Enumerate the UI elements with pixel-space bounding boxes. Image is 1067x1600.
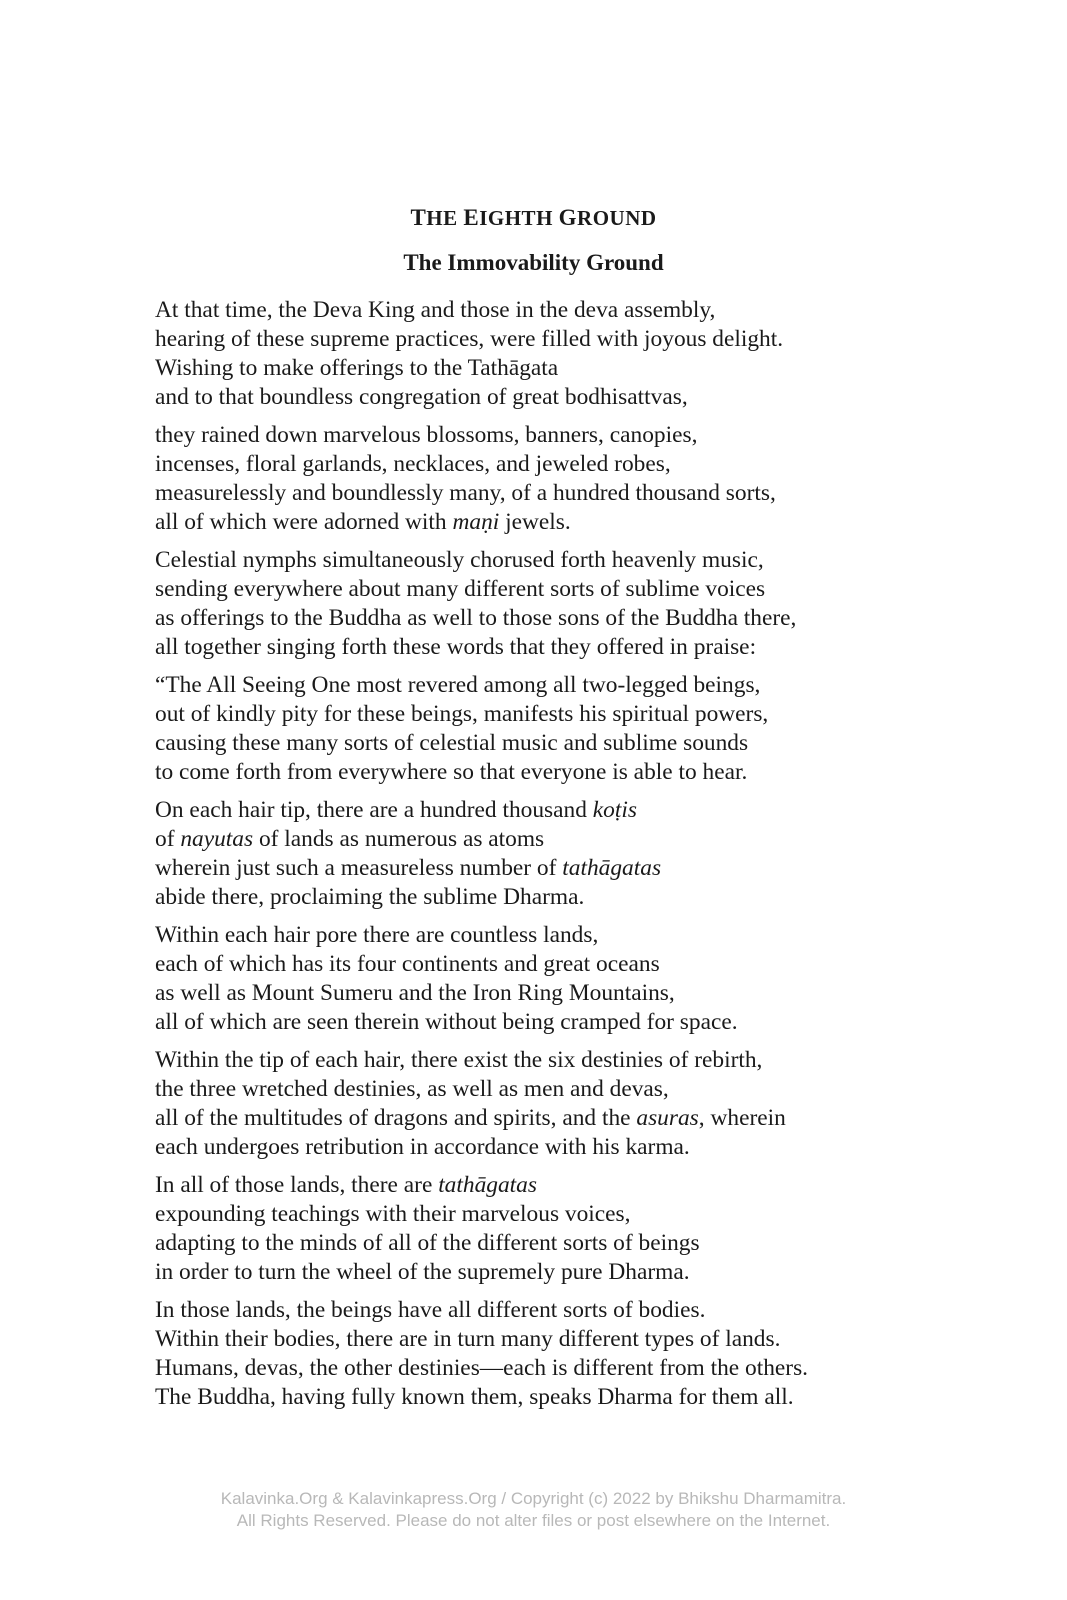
- verse-line: [155, 700, 945, 729]
- verse-stanza: [155, 546, 945, 662]
- verse-text: , wherein: [698, 1105, 786, 1131]
- verse-text: jewels.: [499, 509, 571, 535]
- verse-text: in order to turn the wheel of the supremely pure Dharma.: [155, 1259, 690, 1285]
- verse-text: causing these many sorts of celestial music and sublime sounds: [155, 730, 749, 756]
- verse-stanza: [155, 671, 945, 787]
- verse-text: adapting to the minds of all of the different sorts of beings: [155, 1230, 700, 1256]
- verse-line: [155, 1229, 945, 1258]
- verse-line: [155, 354, 945, 383]
- verse-line: [155, 758, 945, 787]
- verse-stanza: [155, 1296, 945, 1412]
- verse-text: all of which are seen therein without being cramped for space.: [155, 1009, 738, 1035]
- verse-text: each of which has its four continents and great oceans: [155, 951, 660, 977]
- verse-text: expounding teachings with their marvelous voices,: [155, 1201, 631, 1227]
- verse-text: On each hair tip, there are a hundred thousand: [155, 797, 593, 823]
- verse-text: hearing of these supreme practices, were filled with joyous delight.: [155, 326, 784, 352]
- verse-text: At that time, the Deva King and those in the deva assembly,: [155, 297, 716, 323]
- copyright-footer: [0, 1488, 1067, 1532]
- verse-stanza: [155, 421, 945, 537]
- verse-line: [155, 479, 945, 508]
- verse-line: [155, 1171, 945, 1200]
- footer-line-1: Kalavinka.Org & Kalavinkapress.Org / Copyright (c) 2022 by Bhikshu Dharmamitra.: [220, 1489, 847, 1508]
- verse-stanza: [155, 1171, 945, 1287]
- italic-term: nayutas: [180, 826, 254, 852]
- verse-text: Within their bodies, there are in turn many different types of lands.: [155, 1326, 781, 1352]
- verse-line: [155, 1133, 945, 1162]
- italic-term: tathāgatas: [438, 1172, 537, 1198]
- verse-text: they rained down marvelous blossoms, banners, canopies,: [155, 422, 698, 448]
- verse-text: incenses, floral garlands, necklaces, and jeweled robes,: [155, 451, 671, 477]
- verse-text: sending everywhere about many different sorts of sublime voices: [155, 576, 766, 602]
- italic-term: koṭis: [592, 797, 637, 823]
- verse-text: to come forth from everywhere so that everyone is able to hear.: [155, 759, 748, 785]
- verse-line: [155, 1075, 945, 1104]
- verse-text: as offerings to the Buddha as well to those sons of the Buddha there,: [155, 605, 797, 631]
- verse-text: all of which were adorned with: [155, 509, 453, 535]
- verse-text: each undergoes retribution in accordance with his karma.: [155, 1134, 690, 1160]
- verse-line: [155, 796, 945, 825]
- verse-text: of lands as numerous as atoms: [253, 826, 545, 852]
- chapter-title: THE EIGHTH GROUND: [410, 205, 657, 230]
- verse-line: [155, 1383, 945, 1412]
- verse-stanza: [155, 1046, 945, 1162]
- italic-term: asuras: [636, 1105, 699, 1131]
- verse-text: “The All Seeing One most revered among all two-legged beings,: [155, 672, 761, 698]
- verse-line: [155, 950, 945, 979]
- chapter-subtitle: The Immovability Ground: [403, 250, 664, 275]
- verse-text: wherein just such a measureless number of: [155, 855, 563, 881]
- verse-line: [155, 604, 945, 633]
- verse-line: [155, 575, 945, 604]
- verse-text: measurelessly and boundlessly many, of a hundred thousand sorts,: [155, 480, 776, 506]
- verse-text: abide there, proclaiming the sublime Dharma.: [155, 884, 585, 910]
- verse-line: [155, 729, 945, 758]
- verse-text: as well as Mount Sumeru and the Iron Ring Mountains,: [155, 980, 675, 1006]
- italic-term: tathāgatas: [562, 855, 662, 881]
- verse-line: [155, 383, 945, 412]
- verse-line: [155, 1008, 945, 1037]
- verse-line: [155, 450, 945, 479]
- verse-text: all together singing forth these words that they offered in praise:: [155, 634, 757, 660]
- verse-text: Wishing to make offerings to the Tathāgata: [155, 355, 559, 381]
- verse-line: [155, 921, 945, 950]
- verse-line: [155, 296, 945, 325]
- verse-line: [155, 854, 945, 883]
- verse-stanza: [155, 296, 945, 412]
- verse-line: [155, 825, 945, 854]
- verse-line: [155, 1104, 945, 1133]
- italic-term: maṇi: [452, 509, 500, 535]
- verse-line: [155, 633, 945, 662]
- verse-line: [155, 1200, 945, 1229]
- verse-line: [155, 1296, 945, 1325]
- verse-line: [155, 979, 945, 1008]
- verse-line: [155, 883, 945, 912]
- verse-line: [155, 1354, 945, 1383]
- verse-line: [155, 1046, 945, 1075]
- verse-text: The Buddha, having fully known them, speaks Dharma for them all.: [155, 1384, 794, 1410]
- verse-text: the three wretched destinies, as well as men and devas,: [155, 1076, 669, 1102]
- verse-line: [155, 1258, 945, 1287]
- verse-line: [155, 508, 945, 537]
- verse-text: Within each hair pore there are countless lands,: [155, 922, 599, 948]
- verse-text: Humans, devas, the other destinies—each is different from the others.: [155, 1355, 809, 1381]
- verse-text: In all of those lands, there are: [155, 1172, 439, 1198]
- verse-line: [155, 421, 945, 450]
- verse-text: Celestial nymphs simultaneously chorused forth heavenly music,: [155, 547, 764, 573]
- verse-line: [155, 671, 945, 700]
- verse-line: [155, 325, 945, 354]
- verse-text: and to that boundless congregation of great bodhisattvas,: [155, 384, 688, 410]
- verse-text: out of kindly pity for these beings, manifests his spiritual powers,: [155, 701, 769, 727]
- verse-text: of: [155, 826, 181, 852]
- verse-text: all of the multitudes of dragons and spirits, and the: [155, 1105, 637, 1131]
- verse-stanza: [155, 796, 945, 912]
- verse-line: [155, 1325, 945, 1354]
- verse-line: [155, 546, 945, 575]
- footer-line-2: All Rights Reserved. Please do not alter files or post elsewhere on the Internet.: [236, 1511, 831, 1530]
- verse-text: Within the tip of each hair, there exist the six destinies of rebirth,: [155, 1047, 763, 1073]
- verse-body: [155, 296, 945, 1421]
- verse-text: In those lands, the beings have all different sorts of bodies.: [155, 1297, 706, 1323]
- verse-stanza: [155, 921, 945, 1037]
